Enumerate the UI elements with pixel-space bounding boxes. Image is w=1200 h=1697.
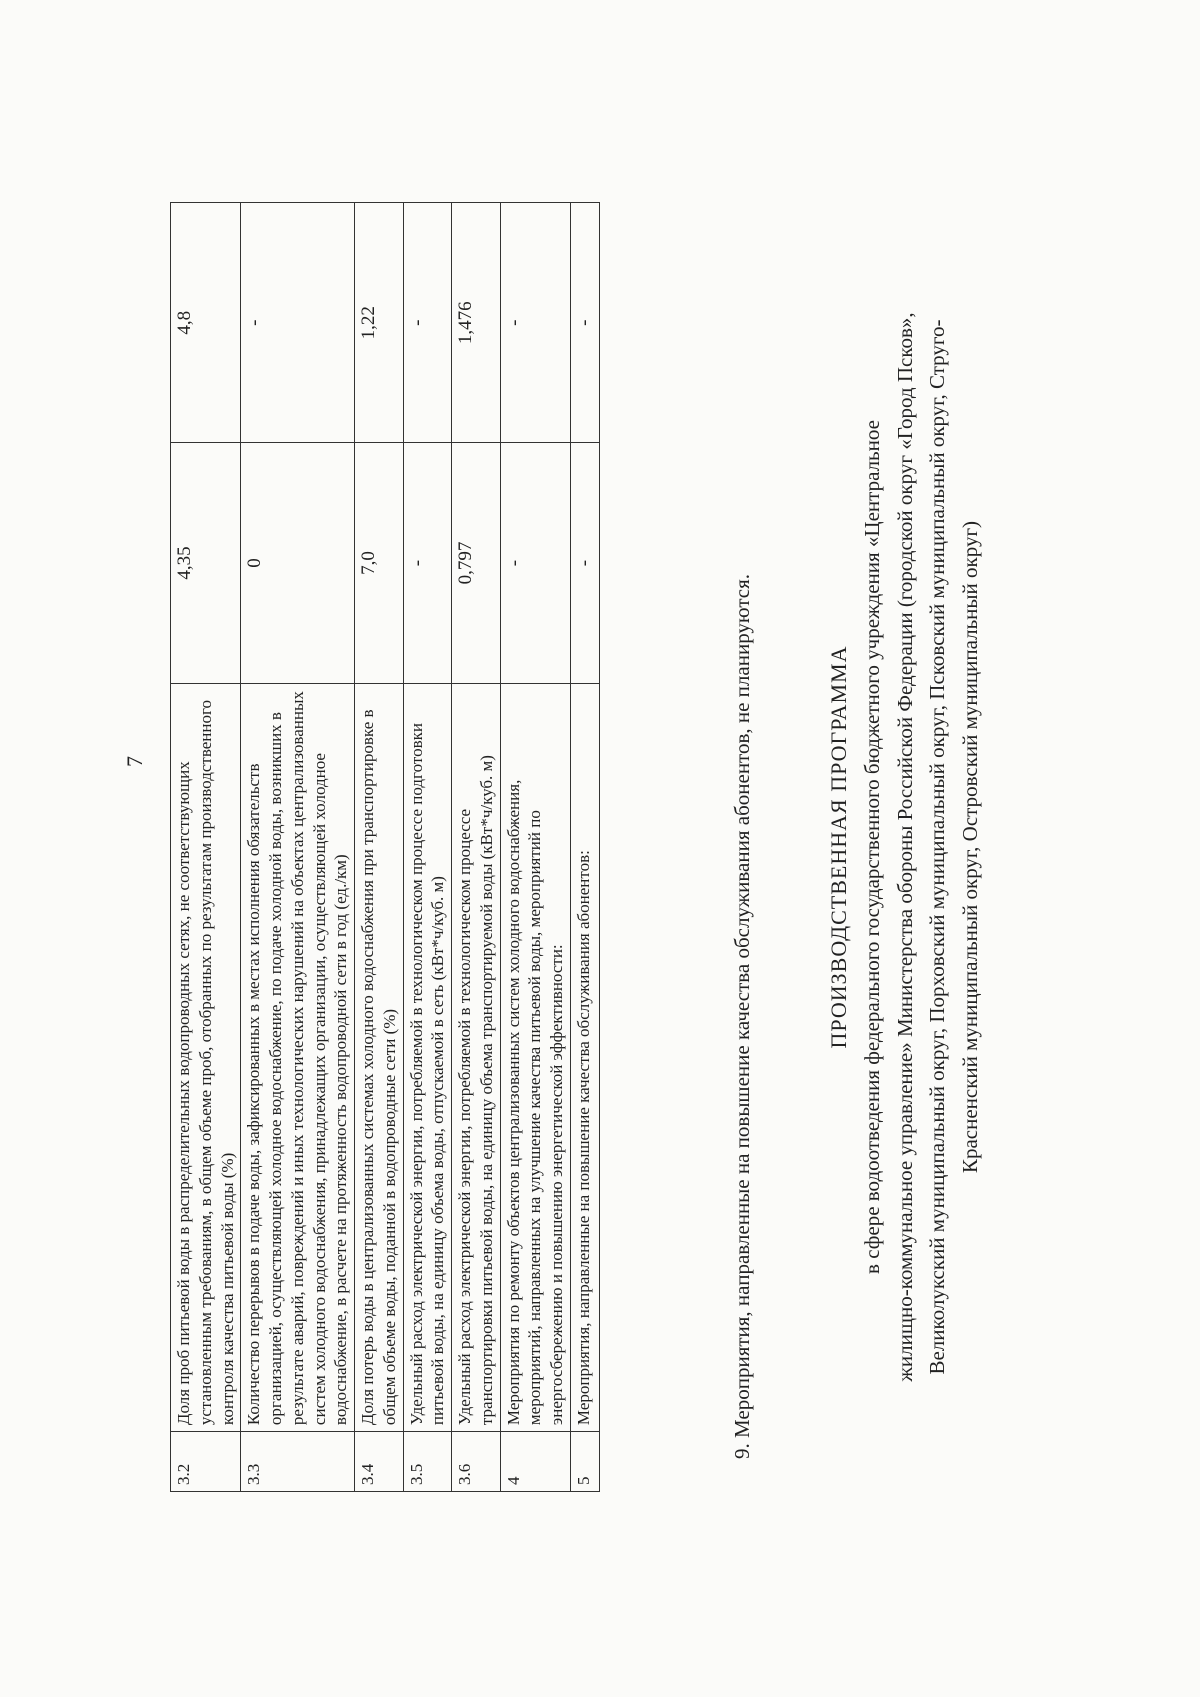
table-row	[171, 203, 241, 1492]
row-value-2: -	[500, 203, 570, 443]
program-line: жилищно-коммунальное управление» Министерства обороны Российской Федерации (городской округ «Город Псков»,	[892, 312, 917, 1382]
program-line: Красненский муниципальный округ, Островский муниципальный округ)	[957, 520, 982, 1174]
row-number: 3.4	[355, 1432, 404, 1492]
row-value-1: 0,797	[452, 443, 501, 683]
row-value-2: 1,22	[355, 203, 404, 443]
row-description: Мероприятия по ремонту объектов централизованных систем холодного водоснабжения, мероприятий, направленных на улучшение качества питьевой воды, мероприятий по энергосбережению и повышению энергетической эффективности:	[500, 683, 570, 1431]
table-row	[500, 203, 570, 1492]
row-description: Удельный расход электрической энергии, потребляемой в технологическом процессе подготовки питьевой воды, на единицу объема воды, отпускаемой в сеть (кВт*ч/куб. м)	[403, 683, 452, 1431]
row-value-2: 1,476	[452, 203, 501, 443]
program-line: Великолукский муниципальный округ, Порховский муниципальный округ, Псковский муниципальный округ, Струго-	[925, 319, 950, 1375]
indicators-table	[170, 202, 600, 1492]
page-number: 7	[122, 756, 147, 767]
row-description: Количество перерывов в подаче воды, зафиксированных в местах исполнения обязательств организацией, осуществляющей холодное водоснабжение, по подаче холодной воды, возникших в результате аварий, повреждений и иных технологических нарушений на объектах централизованных систем холодного водоснабжения, принадлежащих организации, осуществляющей холодное водоснабжение, в расчете на протяженность водопроводной сети в год (ед./км)	[241, 683, 355, 1431]
row-value-2: -	[241, 203, 355, 443]
row-value-1: -	[570, 443, 599, 683]
row-description: Мероприятия, направленные на повышение качества обслуживания абонентов:	[570, 683, 599, 1431]
row-number: 4	[500, 1432, 570, 1492]
row-number: 3.6	[452, 1432, 501, 1492]
row-description: Удельный расход электрической энергии, потребляемой в технологическом процессе транспортировки питьевой воды, на единицу объема транспортируемой воды (кВт*ч/куб. м)	[452, 683, 501, 1431]
row-value-2: -	[403, 203, 452, 443]
row-number: 5	[570, 1432, 599, 1492]
table-row	[570, 203, 599, 1492]
row-number: 3.3	[241, 1432, 355, 1492]
table-row	[241, 203, 355, 1492]
row-value-1: -	[500, 443, 570, 683]
program-title: ПРОИЗВОДСТВЕННАЯ ПРОГРАММА	[826, 645, 851, 1049]
row-value-1: 4,35	[171, 443, 241, 683]
program-heading	[822, 177, 986, 1517]
row-number: 3.5	[403, 1432, 452, 1492]
row-value-1: -	[403, 443, 452, 683]
row-value-1: 7,0	[355, 443, 404, 683]
row-description: Доля проб питьевой воды в распределительных водопроводных сетях, не соответствующих установленным требованиям, в общем объеме проб, отобранных по результатам производственного контроля качества питьевой воды (%)	[171, 683, 241, 1431]
note-paragraph: 9. Мероприятия, направленные на повышение качества обслуживания абонентов, не планируются.	[730, 574, 754, 1459]
table-row	[452, 203, 501, 1492]
row-number: 3.2	[171, 1432, 241, 1492]
row-value-1: 0	[241, 443, 355, 683]
row-value-2: -	[570, 203, 599, 443]
table-row	[403, 203, 452, 1492]
table-row	[355, 203, 404, 1492]
row-description: Доля потерь воды в централизованных системах холодного водоснабжения при транспортировке в общем объеме воды, поданной в водопроводные сети (%)	[355, 683, 404, 1431]
program-line: в сфере водоотведения федерального государственного бюджетного учреждения «Центральное	[860, 420, 885, 1274]
row-value-2: 4,8	[171, 203, 241, 443]
